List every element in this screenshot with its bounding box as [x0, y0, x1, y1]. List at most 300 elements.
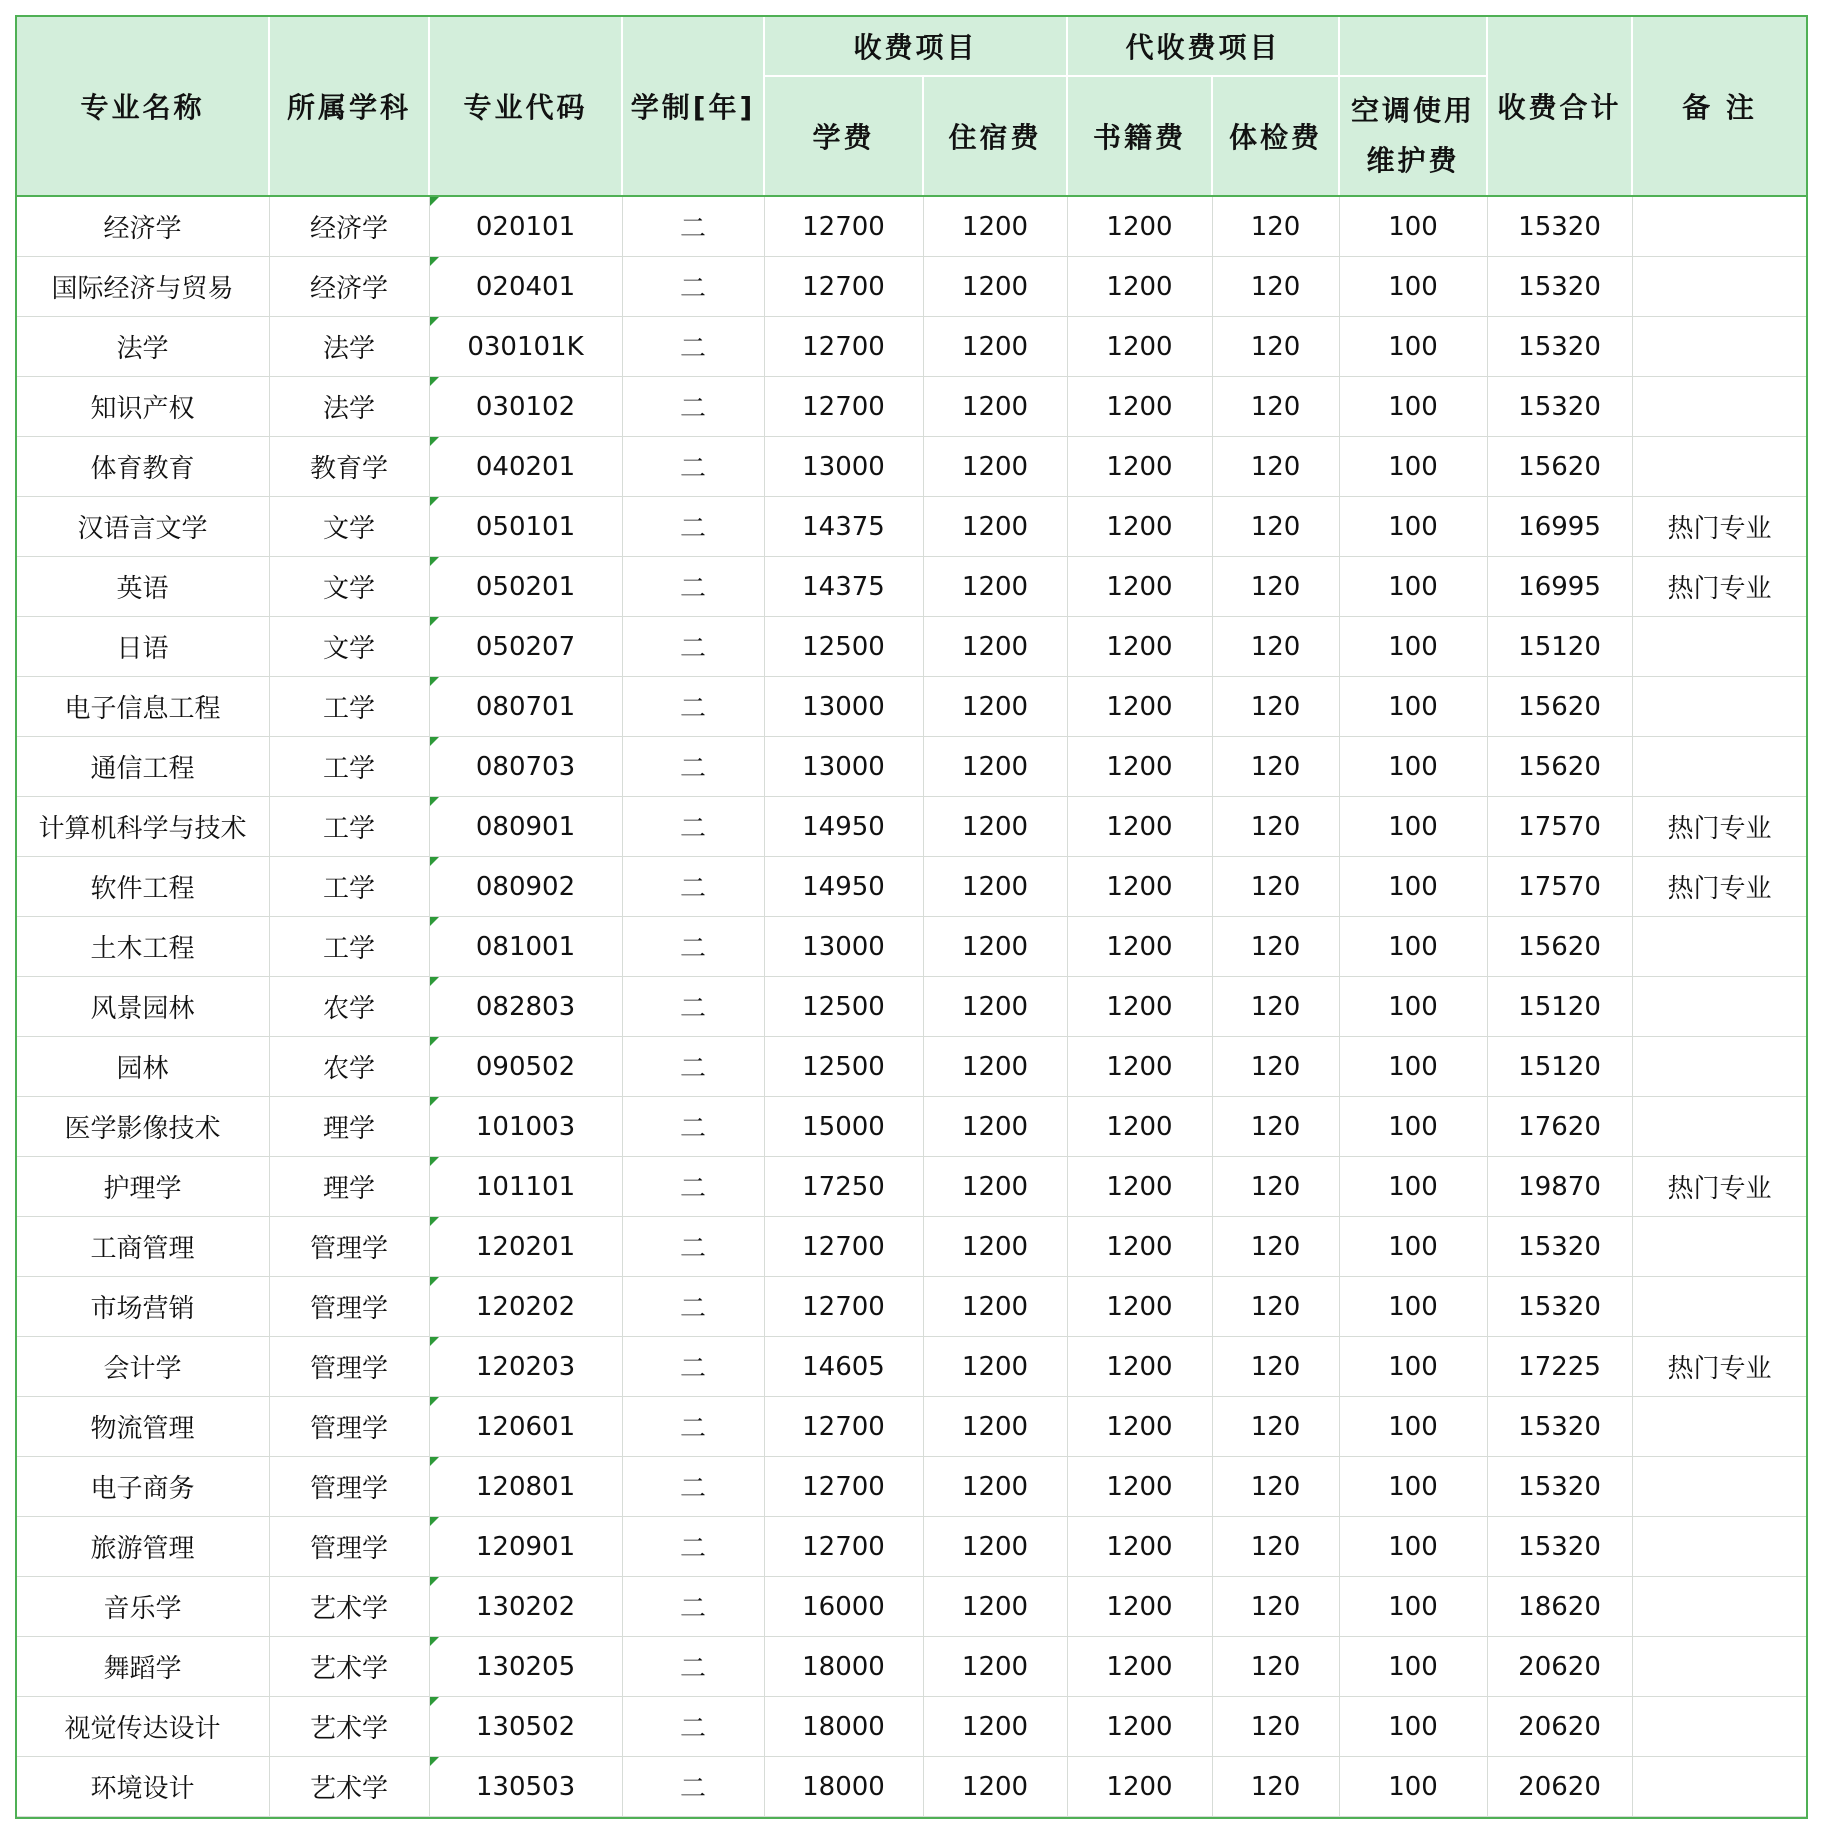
ac-fee-cell: 100	[1339, 617, 1487, 677]
discipline-cell: 管理学	[269, 1277, 429, 1337]
ac-fee-cell: 100	[1339, 1697, 1487, 1757]
remark-cell	[1632, 677, 1807, 737]
duration-cell: 二	[622, 677, 764, 737]
major-name-cell: 物流管理	[16, 1397, 269, 1457]
discipline-cell: 文学	[269, 497, 429, 557]
duration-cell: 二	[622, 1577, 764, 1637]
ac-fee-cell: 100	[1339, 1577, 1487, 1637]
table-row	[16, 1577, 1807, 1637]
books-fee-cell: 1200	[1067, 317, 1212, 377]
remark-cell	[1632, 317, 1807, 377]
duration-cell: 二	[622, 617, 764, 677]
medical-fee-cell: 120	[1212, 1157, 1339, 1217]
books-fee-cell: 1200	[1067, 1277, 1212, 1337]
major-code-cell: 120202	[429, 1277, 622, 1337]
duration-cell: 二	[622, 1397, 764, 1457]
table-row	[16, 317, 1807, 377]
books-fee-cell: 1200	[1067, 1637, 1212, 1697]
tuition-cell: 12700	[764, 196, 923, 257]
remark-cell	[1632, 377, 1807, 437]
books-fee-cell: 1200	[1067, 1397, 1212, 1457]
major-name-cell: 电子信息工程	[16, 677, 269, 737]
tuition-cell: 14375	[764, 557, 923, 617]
duration-cell: 二	[622, 437, 764, 497]
remark-cell	[1632, 437, 1807, 497]
major-name-cell: 知识产权	[16, 377, 269, 437]
medical-fee-cell: 120	[1212, 1457, 1339, 1517]
tuition-cell: 17250	[764, 1157, 923, 1217]
ac-fee-cell: 100	[1339, 917, 1487, 977]
accommodation-cell: 1200	[923, 257, 1067, 317]
books-fee-cell: 1200	[1067, 917, 1212, 977]
duration-cell: 二	[622, 1217, 764, 1277]
duration-cell: 二	[622, 1277, 764, 1337]
ac-fee-cell: 100	[1339, 737, 1487, 797]
table-row	[16, 1397, 1807, 1457]
table-row	[16, 857, 1807, 917]
major-code-cell: 120201	[429, 1217, 622, 1277]
col-header-tuition: 学费	[764, 76, 923, 196]
table-row	[16, 1337, 1807, 1397]
table-row	[16, 1697, 1807, 1757]
remark-cell	[1632, 1517, 1807, 1577]
discipline-cell: 文学	[269, 557, 429, 617]
major-name-cell: 电子商务	[16, 1457, 269, 1517]
accommodation-cell: 1200	[923, 1517, 1067, 1577]
discipline-cell: 工学	[269, 797, 429, 857]
total-cell: 15620	[1487, 437, 1632, 497]
tuition-cell: 18000	[764, 1637, 923, 1697]
medical-fee-cell: 120	[1212, 257, 1339, 317]
major-code-cell: 120901	[429, 1517, 622, 1577]
table-row	[16, 977, 1807, 1037]
duration-cell: 二	[622, 497, 764, 557]
tuition-cell: 12700	[764, 1517, 923, 1577]
tuition-cell: 14950	[764, 797, 923, 857]
duration-cell: 二	[622, 1517, 764, 1577]
discipline-cell: 管理学	[269, 1457, 429, 1517]
ac-fee-cell: 100	[1339, 497, 1487, 557]
major-name-cell: 软件工程	[16, 857, 269, 917]
major-code-cell: 130205	[429, 1637, 622, 1697]
col-header-ac-maintenance	[1339, 76, 1487, 196]
tuition-cell: 12500	[764, 977, 923, 1037]
ac-fee-cell: 100	[1339, 1517, 1487, 1577]
major-code-cell: 101003	[429, 1097, 622, 1157]
duration-cell: 二	[622, 977, 764, 1037]
major-code-cell: 081001	[429, 917, 622, 977]
discipline-cell: 农学	[269, 1037, 429, 1097]
remark-cell	[1632, 1037, 1807, 1097]
accommodation-cell: 1200	[923, 377, 1067, 437]
tuition-cell: 14950	[764, 857, 923, 917]
medical-fee-cell: 120	[1212, 797, 1339, 857]
table-header	[16, 16, 1807, 196]
accommodation-cell: 1200	[923, 317, 1067, 377]
table-row	[16, 557, 1807, 617]
duration-cell: 二	[622, 1157, 764, 1217]
col-header-books: 书籍费	[1067, 76, 1212, 196]
col-header-discipline: 所属学科	[269, 16, 429, 196]
major-code-cell: 080902	[429, 857, 622, 917]
ac-fee-cell: 100	[1339, 1397, 1487, 1457]
books-fee-cell: 1200	[1067, 557, 1212, 617]
medical-fee-cell: 120	[1212, 1757, 1339, 1817]
major-code-cell: 120203	[429, 1337, 622, 1397]
tuition-cell: 12700	[764, 1457, 923, 1517]
table-row	[16, 1517, 1807, 1577]
remark-cell	[1632, 1697, 1807, 1757]
tuition-cell: 13000	[764, 677, 923, 737]
total-cell: 15120	[1487, 1037, 1632, 1097]
accommodation-cell: 1200	[923, 737, 1067, 797]
discipline-cell: 工学	[269, 737, 429, 797]
remark-cell	[1632, 737, 1807, 797]
total-cell: 15320	[1487, 1517, 1632, 1577]
table-row	[16, 437, 1807, 497]
books-fee-cell: 1200	[1067, 1217, 1212, 1277]
major-code-cell: 020101	[429, 196, 622, 257]
tuition-cell: 14375	[764, 497, 923, 557]
major-name-cell: 土木工程	[16, 917, 269, 977]
major-code-cell: 120801	[429, 1457, 622, 1517]
major-name-cell: 音乐学	[16, 1577, 269, 1637]
medical-fee-cell: 120	[1212, 1697, 1339, 1757]
discipline-cell: 农学	[269, 977, 429, 1037]
accommodation-cell: 1200	[923, 437, 1067, 497]
major-name-cell: 体育教育	[16, 437, 269, 497]
major-code-cell: 030101K	[429, 317, 622, 377]
total-cell: 15320	[1487, 377, 1632, 437]
remark-cell	[1632, 1397, 1807, 1457]
major-code-cell: 130502	[429, 1697, 622, 1757]
total-cell: 15620	[1487, 737, 1632, 797]
total-cell: 15320	[1487, 257, 1632, 317]
discipline-cell: 法学	[269, 377, 429, 437]
major-name-cell: 通信工程	[16, 737, 269, 797]
tuition-cell: 18000	[764, 1757, 923, 1817]
accommodation-cell: 1200	[923, 857, 1067, 917]
accommodation-cell: 1200	[923, 1637, 1067, 1697]
ac-fee-cell: 100	[1339, 857, 1487, 917]
discipline-cell: 文学	[269, 617, 429, 677]
medical-fee-cell: 120	[1212, 1037, 1339, 1097]
major-code-cell: 080901	[429, 797, 622, 857]
ac-fee-cell: 100	[1339, 257, 1487, 317]
remark-cell	[1632, 617, 1807, 677]
duration-cell: 二	[622, 1637, 764, 1697]
tuition-cell: 12700	[764, 1397, 923, 1457]
total-cell: 17620	[1487, 1097, 1632, 1157]
major-name-cell: 汉语言文学	[16, 497, 269, 557]
accommodation-cell: 1200	[923, 497, 1067, 557]
tuition-cell: 13000	[764, 737, 923, 797]
fee-table	[15, 15, 1808, 1817]
medical-fee-cell: 120	[1212, 1577, 1339, 1637]
remark-cell: 热门专业	[1632, 497, 1807, 557]
major-name-cell: 视觉传达设计	[16, 1697, 269, 1757]
accommodation-cell: 1200	[923, 677, 1067, 737]
total-cell: 18620	[1487, 1577, 1632, 1637]
tuition-cell: 12700	[764, 1277, 923, 1337]
duration-cell: 二	[622, 257, 764, 317]
duration-cell: 二	[622, 917, 764, 977]
discipline-cell: 工学	[269, 917, 429, 977]
remark-cell	[1632, 257, 1807, 317]
discipline-cell: 艺术学	[269, 1637, 429, 1697]
group-header-charge-items: 收费项目	[764, 16, 1067, 76]
discipline-cell: 理学	[269, 1097, 429, 1157]
accommodation-cell: 1200	[923, 196, 1067, 257]
table-row	[16, 917, 1807, 977]
medical-fee-cell: 120	[1212, 737, 1339, 797]
medical-fee-cell: 120	[1212, 977, 1339, 1037]
accommodation-cell: 1200	[923, 917, 1067, 977]
duration-cell: 二	[622, 1697, 764, 1757]
discipline-cell: 经济学	[269, 257, 429, 317]
remark-cell	[1632, 917, 1807, 977]
total-cell: 15620	[1487, 677, 1632, 737]
books-fee-cell: 1200	[1067, 977, 1212, 1037]
table-row	[16, 617, 1807, 677]
table-row	[16, 1757, 1807, 1817]
duration-cell: 二	[622, 797, 764, 857]
medical-fee-cell: 120	[1212, 196, 1339, 257]
major-name-cell: 计算机科学与技术	[16, 797, 269, 857]
major-code-cell: 130503	[429, 1757, 622, 1817]
table-row	[16, 257, 1807, 317]
discipline-cell: 管理学	[269, 1517, 429, 1577]
table-row	[16, 1217, 1807, 1277]
accommodation-cell: 1200	[923, 1757, 1067, 1817]
total-cell: 15620	[1487, 917, 1632, 977]
accommodation-cell: 1200	[923, 1457, 1067, 1517]
major-name-cell: 园林	[16, 1037, 269, 1097]
duration-cell: 二	[622, 1457, 764, 1517]
medical-fee-cell: 120	[1212, 1217, 1339, 1277]
ac-fee-cell: 100	[1339, 677, 1487, 737]
table-row	[16, 377, 1807, 437]
medical-fee-cell: 120	[1212, 677, 1339, 737]
books-fee-cell: 1200	[1067, 1337, 1212, 1397]
total-cell: 15320	[1487, 196, 1632, 257]
group-header-blank	[1339, 16, 1487, 76]
books-fee-cell: 1200	[1067, 617, 1212, 677]
major-name-cell: 英语	[16, 557, 269, 617]
major-code-cell: 030102	[429, 377, 622, 437]
total-cell: 15320	[1487, 1457, 1632, 1517]
major-name-cell: 医学影像技术	[16, 1097, 269, 1157]
total-cell: 16995	[1487, 497, 1632, 557]
books-fee-cell: 1200	[1067, 437, 1212, 497]
medical-fee-cell: 120	[1212, 1397, 1339, 1457]
major-name-cell: 会计学	[16, 1337, 269, 1397]
medical-fee-cell: 120	[1212, 557, 1339, 617]
ac-fee-cell: 100	[1339, 196, 1487, 257]
tuition-cell: 13000	[764, 437, 923, 497]
books-fee-cell: 1200	[1067, 1457, 1212, 1517]
remark-cell: 热门专业	[1632, 1157, 1807, 1217]
books-fee-cell: 1200	[1067, 737, 1212, 797]
accommodation-cell: 1200	[923, 1037, 1067, 1097]
accommodation-cell: 1200	[923, 797, 1067, 857]
major-code-cell: 130202	[429, 1577, 622, 1637]
discipline-cell: 经济学	[269, 196, 429, 257]
major-name-cell: 风景园林	[16, 977, 269, 1037]
accommodation-cell: 1200	[923, 1217, 1067, 1277]
table-row	[16, 1637, 1807, 1697]
duration-cell: 二	[622, 557, 764, 617]
major-name-cell: 市场营销	[16, 1277, 269, 1337]
ac-fee-cell: 100	[1339, 377, 1487, 437]
books-fee-cell: 1200	[1067, 196, 1212, 257]
major-name-cell: 环境设计	[16, 1757, 269, 1817]
accommodation-cell: 1200	[923, 1097, 1067, 1157]
remark-cell	[1632, 1577, 1807, 1637]
ac-fee-cell: 100	[1339, 1457, 1487, 1517]
remark-cell: 热门专业	[1632, 557, 1807, 617]
discipline-cell: 艺术学	[269, 1577, 429, 1637]
ac-fee-cell: 100	[1339, 1037, 1487, 1097]
duration-cell: 二	[622, 1037, 764, 1097]
remark-cell	[1632, 1757, 1807, 1817]
major-name-cell: 经济学	[16, 196, 269, 257]
major-code-cell: 050201	[429, 557, 622, 617]
books-fee-cell: 1200	[1067, 1697, 1212, 1757]
tuition-cell: 18000	[764, 1697, 923, 1757]
ac-fee-cell: 100	[1339, 437, 1487, 497]
total-cell: 15320	[1487, 1217, 1632, 1277]
total-cell: 15320	[1487, 1397, 1632, 1457]
remark-cell	[1632, 1457, 1807, 1517]
medical-fee-cell: 120	[1212, 317, 1339, 377]
table-row	[16, 1277, 1807, 1337]
ac-fee-cell: 100	[1339, 1637, 1487, 1697]
duration-cell: 二	[622, 857, 764, 917]
total-cell: 15120	[1487, 977, 1632, 1037]
col-header-duration: 学制[年]	[622, 16, 764, 196]
total-cell: 20620	[1487, 1697, 1632, 1757]
medical-fee-cell: 120	[1212, 377, 1339, 437]
accommodation-cell: 1200	[923, 1397, 1067, 1457]
discipline-cell: 艺术学	[269, 1757, 429, 1817]
books-fee-cell: 1200	[1067, 857, 1212, 917]
col-header-major-name: 专业名称	[16, 16, 269, 196]
ac-fee-cell: 100	[1339, 1277, 1487, 1337]
major-name-cell: 护理学	[16, 1157, 269, 1217]
ac-fee-cell: 100	[1339, 797, 1487, 857]
tuition-cell: 12700	[764, 257, 923, 317]
tuition-cell: 14605	[764, 1337, 923, 1397]
books-fee-cell: 1200	[1067, 797, 1212, 857]
total-cell: 17225	[1487, 1337, 1632, 1397]
medical-fee-cell: 120	[1212, 437, 1339, 497]
discipline-cell: 管理学	[269, 1217, 429, 1277]
major-code-cell: 090502	[429, 1037, 622, 1097]
books-fee-cell: 1200	[1067, 677, 1212, 737]
col-header-major-code: 专业代码	[429, 16, 622, 196]
ac-fee-cell: 100	[1339, 977, 1487, 1037]
books-fee-cell: 1200	[1067, 257, 1212, 317]
medical-fee-cell: 120	[1212, 1337, 1339, 1397]
books-fee-cell: 1200	[1067, 497, 1212, 557]
major-code-cell: 050207	[429, 617, 622, 677]
total-cell: 17570	[1487, 857, 1632, 917]
ac-fee-cell: 100	[1339, 1097, 1487, 1157]
table-row	[16, 1457, 1807, 1517]
total-cell: 20620	[1487, 1637, 1632, 1697]
duration-cell: 二	[622, 1097, 764, 1157]
accommodation-cell: 1200	[923, 557, 1067, 617]
accommodation-cell: 1200	[923, 977, 1067, 1037]
remark-cell	[1632, 1097, 1807, 1157]
ac-fee-cell: 100	[1339, 1157, 1487, 1217]
discipline-cell: 理学	[269, 1157, 429, 1217]
group-header-collected-items: 代收费项目	[1067, 16, 1339, 76]
major-code-cell: 082803	[429, 977, 622, 1037]
ac-fee-cell: 100	[1339, 557, 1487, 617]
col-header-accommodation: 住宿费	[923, 76, 1067, 196]
total-cell: 15320	[1487, 317, 1632, 377]
accommodation-cell: 1200	[923, 1577, 1067, 1637]
duration-cell: 二	[622, 1757, 764, 1817]
duration-cell: 二	[622, 377, 764, 437]
discipline-cell: 艺术学	[269, 1697, 429, 1757]
major-code-cell: 050101	[429, 497, 622, 557]
ac-header-line2: 维护费	[1366, 144, 1460, 177]
duration-cell: 二	[622, 737, 764, 797]
total-cell: 20620	[1487, 1757, 1632, 1817]
table-row	[16, 1157, 1807, 1217]
remark-cell: 热门专业	[1632, 857, 1807, 917]
major-code-cell: 120601	[429, 1397, 622, 1457]
col-header-remarks: 备 注	[1632, 16, 1807, 196]
books-fee-cell: 1200	[1067, 1577, 1212, 1637]
discipline-cell: 工学	[269, 857, 429, 917]
major-name-cell: 日语	[16, 617, 269, 677]
major-code-cell: 080703	[429, 737, 622, 797]
tuition-cell: 12500	[764, 617, 923, 677]
accommodation-cell: 1200	[923, 1337, 1067, 1397]
books-fee-cell: 1200	[1067, 1517, 1212, 1577]
major-name-cell: 舞蹈学	[16, 1637, 269, 1697]
table-row	[16, 677, 1807, 737]
major-name-cell: 法学	[16, 317, 269, 377]
accommodation-cell: 1200	[923, 617, 1067, 677]
medical-fee-cell: 120	[1212, 1517, 1339, 1577]
discipline-cell: 管理学	[269, 1397, 429, 1457]
ac-fee-cell: 100	[1339, 317, 1487, 377]
accommodation-cell: 1200	[923, 1697, 1067, 1757]
books-fee-cell: 1200	[1067, 1157, 1212, 1217]
major-code-cell: 080701	[429, 677, 622, 737]
major-name-cell: 国际经济与贸易	[16, 257, 269, 317]
medical-fee-cell: 120	[1212, 617, 1339, 677]
tuition-cell: 13000	[764, 917, 923, 977]
discipline-cell: 工学	[269, 677, 429, 737]
tuition-cell: 12700	[764, 377, 923, 437]
remark-cell: 热门专业	[1632, 1337, 1807, 1397]
duration-cell: 二	[622, 317, 764, 377]
major-code-cell: 020401	[429, 257, 622, 317]
total-cell: 16995	[1487, 557, 1632, 617]
table-row	[16, 797, 1807, 857]
remark-cell	[1632, 977, 1807, 1037]
major-name-cell: 旅游管理	[16, 1517, 269, 1577]
books-fee-cell: 1200	[1067, 1757, 1212, 1817]
col-header-medical: 体检费	[1212, 76, 1339, 196]
medical-fee-cell: 120	[1212, 497, 1339, 557]
